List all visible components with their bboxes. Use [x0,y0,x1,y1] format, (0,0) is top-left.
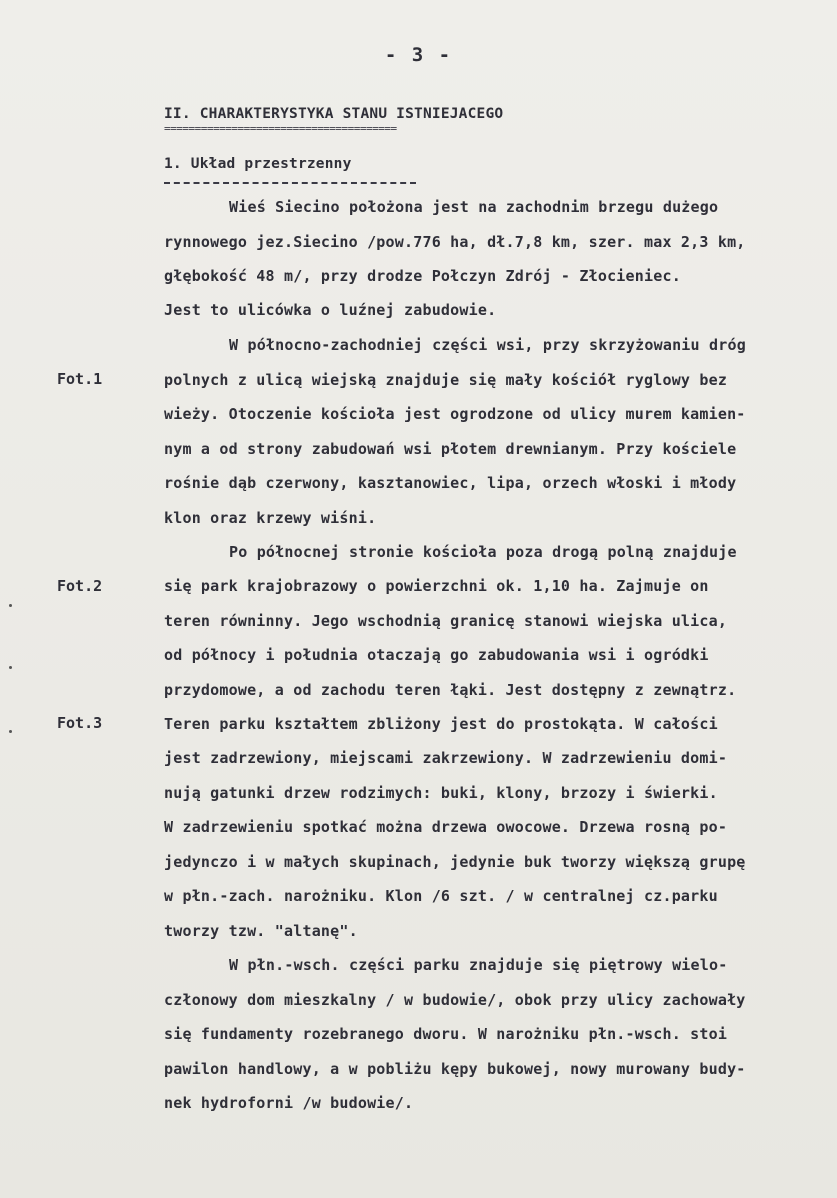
margin-dot [9,604,12,607]
text-line: wieży. Otoczenie kościoła jest ogrodzone od ulicy murem kamien- [164,405,746,423]
subsection-underline [164,182,416,184]
section-heading: II. CHARAKTERYSTYKA STANU ISTNIEJACEGO [164,106,504,122]
heading-double-rule: ====================================== [164,122,397,135]
text-line: rynnowego jez.Siecino /pow.776 ha, dł.7,8 km, szer. max 2,3 km, [164,233,746,251]
text-line: Po północnej stronie kościoła poza drogą polną znajduje [229,543,737,561]
text-line: członowy dom mieszkalny / w budowie/, obok przy ulicy zachowały [164,991,746,1009]
text-line: się park krajobrazowy o powierzchni ok. 1,10 ha. Zajmuje on [164,577,709,595]
photo-ref-1: Fot.1 [57,370,103,388]
text-line: W północno-zachodniej części wsi, przy skrzyżowaniu dróg [229,336,746,354]
margin-dot [9,730,12,733]
subsection-heading: 1. Układ przestrzenny [164,156,352,172]
text-line: Jest to ulicówka o luźnej zabudowie. [164,301,497,319]
photo-ref-3: Fot.3 [57,714,103,732]
text-line: Teren parku kształtem zbliżony jest do prostokąta. W całości [164,715,718,733]
text-line: jest zadrzewiony, miejscami zakrzewiony. W zadrzewieniu domi- [164,749,728,767]
text-line: pawilon handlowy, a w pobliżu kępy bukowej, nowy murowany budy- [164,1060,746,1078]
margin-dot [9,666,12,669]
text-line: przydomowe, a od zachodu teren łąki. Jest dostępny z zewnątrz. [164,681,737,699]
page-number: - 3 - [384,44,453,66]
text-line: polnych z ulicą wiejską znajduje się mały kościół ryglowy bez [164,371,728,389]
text-line: W zadrzewieniu spotkać można drzewa owocowe. Drzewa rosną po- [164,818,728,836]
text-line: się fundamenty rozebranego dworu. W narożniku płn.-wsch. stoi [164,1025,728,1043]
text-line: rośnie dąb czerwony, kasztanowiec, lipa, orzech włoski i młody [164,474,737,492]
text-line: klon oraz krzewy wiśni. [164,509,377,527]
text-line: od północy i południa otaczają go zabudowania wsi i ogródki [164,646,709,664]
text-line: w płn.-zach. narożniku. Klon /6 szt. / w centralnej cz.parku [164,887,718,905]
text-line: Wieś Siecino położona jest na zachodnim brzegu dużego [229,198,719,216]
photo-ref-2: Fot.2 [57,577,103,595]
text-line: tworzy tzw. "altanę". [164,922,358,940]
text-line: teren równinny. Jego wschodnią granicę stanowi wiejska ulica, [164,612,728,630]
text-line: nym a od strony zabudowań wsi płotem drewnianym. Przy kościele [164,440,737,458]
text-line: W płn.-wsch. części parku znajduje się piętrowy wielo- [229,956,728,974]
text-line: nują gatunki drzew rodzimych: buki, klony, brzozy i świerki. [164,784,718,802]
text-line: głębokość 48 m/, przy drodze Połczyn Zdrój - Złocieniec. [164,267,681,285]
text-line: nek hydroforni /w budowie/. [164,1094,414,1112]
text-line: jedynczo i w małych skupinach, jedynie buk tworzy większą grupę [164,853,746,871]
